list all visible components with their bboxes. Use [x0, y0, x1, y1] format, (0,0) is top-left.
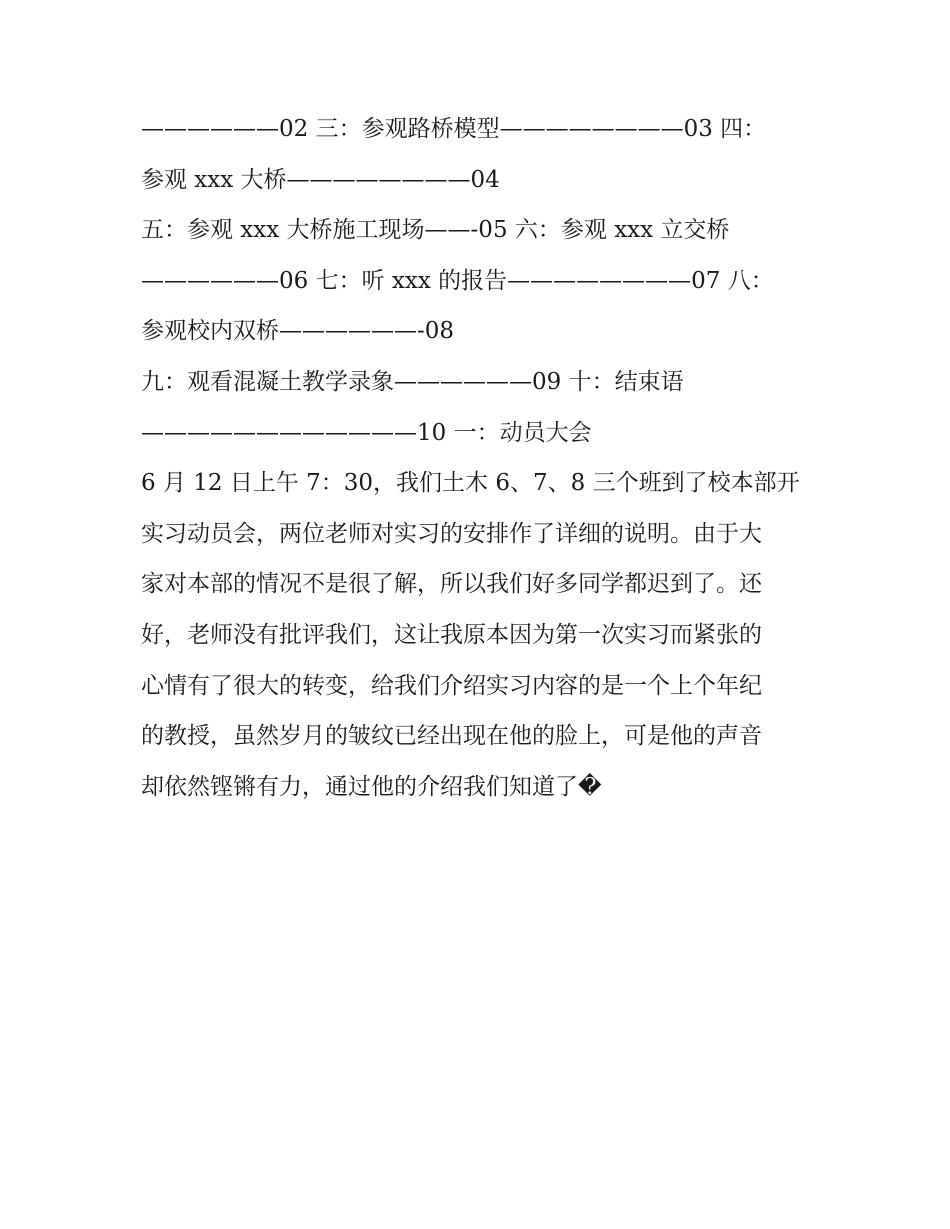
- toc-line: ——————02 三：参观路桥模型————————03 四：: [141, 116, 767, 142]
- paragraph-line: 实习动员会，两位老师对实习的安排作了详细的说明。由于大: [141, 520, 762, 547]
- paragraph-line: 的教授，虽然岁月的皱纹已经出现在他的脸上，可是他的声音: [141, 723, 762, 750]
- paragraph-line: 却依然铿锵有力，通过他的介绍我们知道了�: [141, 773, 602, 800]
- toc-line: 九：观看混凝土教学录象——————09 十：结束语: [141, 368, 684, 395]
- paragraph-line: 6 月 12 日上午 7：30，我们土木 6、7、8 三个班到了校本部开: [141, 470, 800, 497]
- toc-line: ————————————10 一：动员大会: [141, 419, 592, 446]
- paragraph-line: 家对本部的情况不是很了解，所以我们好多同学都迟到了。还: [141, 571, 762, 598]
- paragraph-line: 心情有了很大的转变，给我们介绍实习内容的是一个上个年纪: [141, 672, 762, 699]
- toc-line: 参观 xxx 大桥————————04: [141, 166, 500, 193]
- document-body: [141, 104, 813, 812]
- paragraph-line: 好，老师没有批评我们，这让我原本因为第一次实习而紧张的: [141, 621, 762, 648]
- toc-line: 五：参观 xxx 大桥施工现场——-05 六：参观 xxx 立交桥: [141, 217, 730, 244]
- toc-line: 参观校内双桥——————-08: [141, 318, 455, 345]
- toc-line: ——————06 七：听 xxx 的报告————————07 八：: [141, 267, 774, 294]
